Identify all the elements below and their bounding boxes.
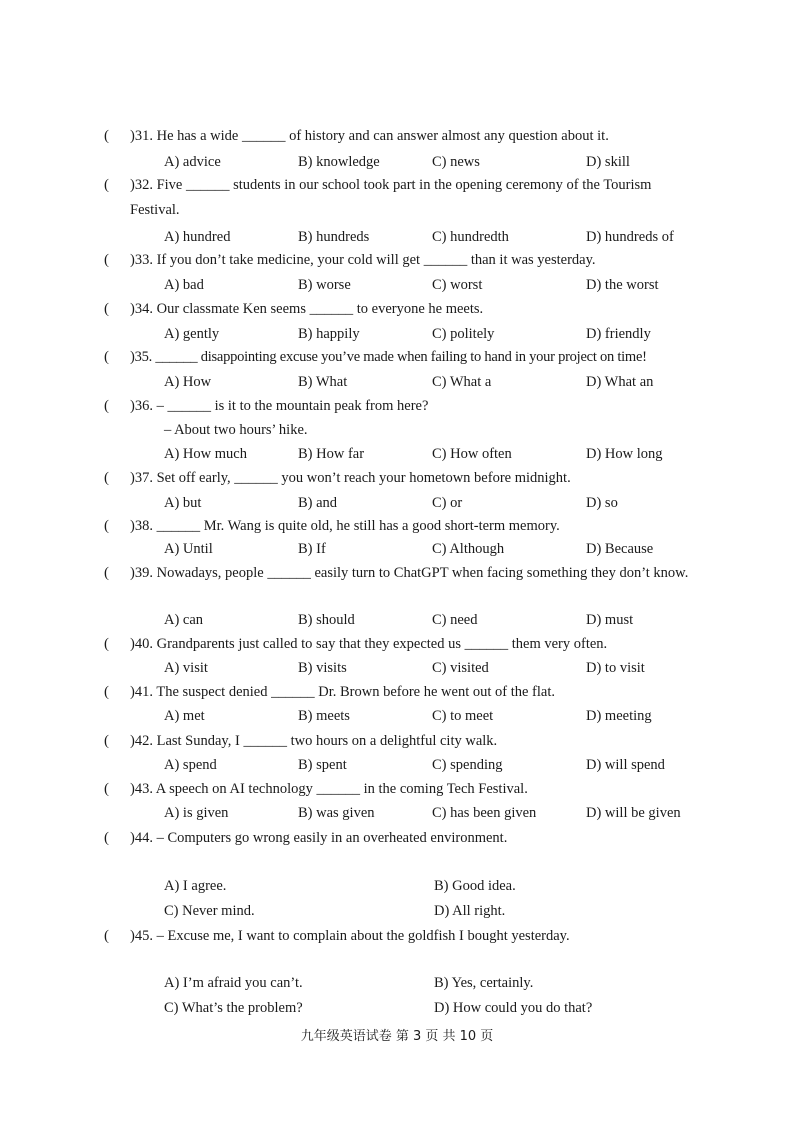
question-stem [130,252,596,269]
option-d: D) must [586,612,634,628]
option-d: D) What an [586,374,654,390]
option-b: B) Yes, certainly. [434,975,534,991]
option-b: B) spent [298,757,347,773]
dialogue-reply: – About two hours’ hike. [164,422,308,438]
option-b: B) hundreds [298,229,370,245]
option-a: A) visit [164,660,208,676]
question-stem [130,830,507,847]
question-number: )33. [130,252,153,268]
options-row [164,805,704,827]
options-row [164,374,704,396]
option-a: A) advice [164,154,221,170]
option-a: A) I agree. [164,878,227,894]
question-number: )40. [130,636,153,652]
option-d: D) How long [586,446,663,462]
answer-bracket: ( [104,349,109,365]
question-text: – Excuse me, I want to complain about the goldfish I bought yesterday. [156,928,570,944]
question-text: The suspect denied ______ Dr. Brown before he went out of the flat. [156,684,555,700]
option-a: A) hundred [164,229,231,245]
answer-bracket: ( [104,177,109,193]
page-footer: 九年级英语试卷 第 3 页 共 10 页 [300,1029,494,1044]
option-c: C) politely [432,326,495,342]
option-d: D) friendly [586,326,651,342]
option-a: A) is given [164,805,229,821]
answer-bracket: ( [104,830,109,846]
option-a: A) met [164,708,205,724]
question-stem [130,561,696,586]
question-stem [130,636,607,653]
option-b: B) knowledge [298,154,380,170]
answer-bracket: ( [104,565,109,581]
question-text: – Computers go wrong easily in an overheated environment. [156,830,508,846]
question-number: )45. [130,928,153,944]
option-d: D) will spend [586,757,665,773]
answer-bracket: ( [104,398,109,414]
option-a: A) spend [164,757,217,773]
option-a: A) but [164,495,202,511]
question-text: Grandparents just called to say that they expected us ______ them very often. [156,636,608,652]
question-text: If you don’t take medicine, your cold will get ______ than it was yesterday. [156,252,596,268]
answer-bracket: ( [104,928,109,944]
option-c: C) news [432,154,480,170]
option-b: B) should [298,612,355,628]
question-stem [130,470,571,487]
option-d: D) Because [586,541,654,557]
option-a: A) gently [164,326,220,342]
question-text: ______ disappointing excuse you’ve made when failing to hand in your project on time! [155,349,647,365]
question-number: )43. [130,781,153,797]
question-text: Our classmate Ken seems ______ to everyone he meets. [156,301,484,317]
option-a: A) Until [164,541,213,557]
option-d: D) All right. [434,903,506,919]
option-c: C) to meet [432,708,494,724]
options-row [164,541,704,563]
option-d: D) How could you do that? [434,1000,593,1016]
option-b: B) meets [298,708,350,724]
option-a: A) I’m afraid you can’t. [164,975,303,991]
answer-bracket: ( [104,518,109,534]
option-b: B) Good idea. [434,878,516,894]
question-text: ______ Mr. Wang is quite old, he still has a good short-term memory. [156,518,560,534]
option-a: A) bad [164,277,204,293]
option-c: C) or [432,495,463,511]
option-c: C) How often [432,446,512,462]
question-number: )36. [130,398,153,414]
question-text: Nowadays, people ______ easily turn to ChatGPT when facing something they don’t know. [156,565,689,581]
options-row [164,660,704,682]
question-stem [130,518,560,535]
options-row [164,708,704,730]
question-number: )31. [130,128,153,144]
question-number: )41. [130,684,153,700]
options-row [164,277,704,299]
question-number: )39. [130,565,153,581]
question-number: )42. [130,733,153,749]
option-a: A) can [164,612,204,628]
option-c: C) spending [432,757,503,773]
options-row [164,446,704,468]
option-d: D) will be given [586,805,681,821]
option-c: C) worst [432,277,483,293]
option-c: C) has been given [432,805,537,821]
option-d: D) hundreds of [586,229,674,245]
question-stem [130,684,555,701]
option-b: B) visits [298,660,347,676]
option-b: B) happily [298,326,360,342]
options-row [164,612,704,634]
option-b: B) How far [298,446,365,462]
answer-bracket: ( [104,781,109,797]
option-c: C) What’s the problem? [164,1000,303,1016]
option-c: C) Although [432,541,505,557]
answer-bracket: ( [104,733,109,749]
options-row [164,326,704,348]
option-a: A) How [164,374,212,390]
question-stem [130,781,528,798]
question-stem [130,928,570,945]
options-row [164,757,704,779]
option-c: C) Never mind. [164,903,255,919]
option-b: B) was given [298,805,375,821]
question-text: He has a wide ______ of history and can answer almost any question about it. [156,128,609,144]
question-number: )38. [130,518,153,534]
question-stem [130,128,609,145]
answer-bracket: ( [104,252,109,268]
question-text: Five ______ students in our school took part in the opening ceremony of the Tourism Festival. [130,177,652,218]
option-b: B) What [298,374,348,390]
option-b: B) worse [298,277,351,293]
answer-bracket: ( [104,470,109,486]
question-stem [130,349,647,366]
option-d: D) so [586,495,618,511]
option-d: D) the worst [586,277,659,293]
option-a: A) How much [164,446,247,462]
option-c: C) What a [432,374,492,390]
question-stem [130,398,428,415]
question-stem [130,733,497,750]
options-row [164,229,704,251]
question-stem [130,173,696,223]
answer-bracket: ( [104,636,109,652]
question-number: )32. [130,177,153,193]
question-text: Set off early, ______ you won’t reach your hometown before midnight. [156,470,571,486]
question-number: )44. [130,830,153,846]
options-row [164,495,704,517]
question-number: )35. [130,349,152,365]
option-d: D) meeting [586,708,652,724]
question-text: A speech on AI technology ______ in the coming Tech Festival. [155,781,528,797]
question-text: – ______ is it to the mountain peak from here? [156,398,429,414]
answer-bracket: ( [104,684,109,700]
question-text: Last Sunday, I ______ two hours on a delightful city walk. [156,733,498,749]
option-c: C) hundredth [432,229,509,245]
option-b: B) and [298,495,338,511]
answer-bracket: ( [104,128,109,144]
question-number: )37. [130,470,153,486]
option-c: C) visited [432,660,489,676]
question-stem [130,301,483,318]
option-d: D) to visit [586,660,645,676]
answer-bracket: ( [104,301,109,317]
option-d: D) skill [586,154,630,170]
option-b: B) If [298,541,326,557]
question-number: )34. [130,301,153,317]
option-c: C) need [432,612,478,628]
